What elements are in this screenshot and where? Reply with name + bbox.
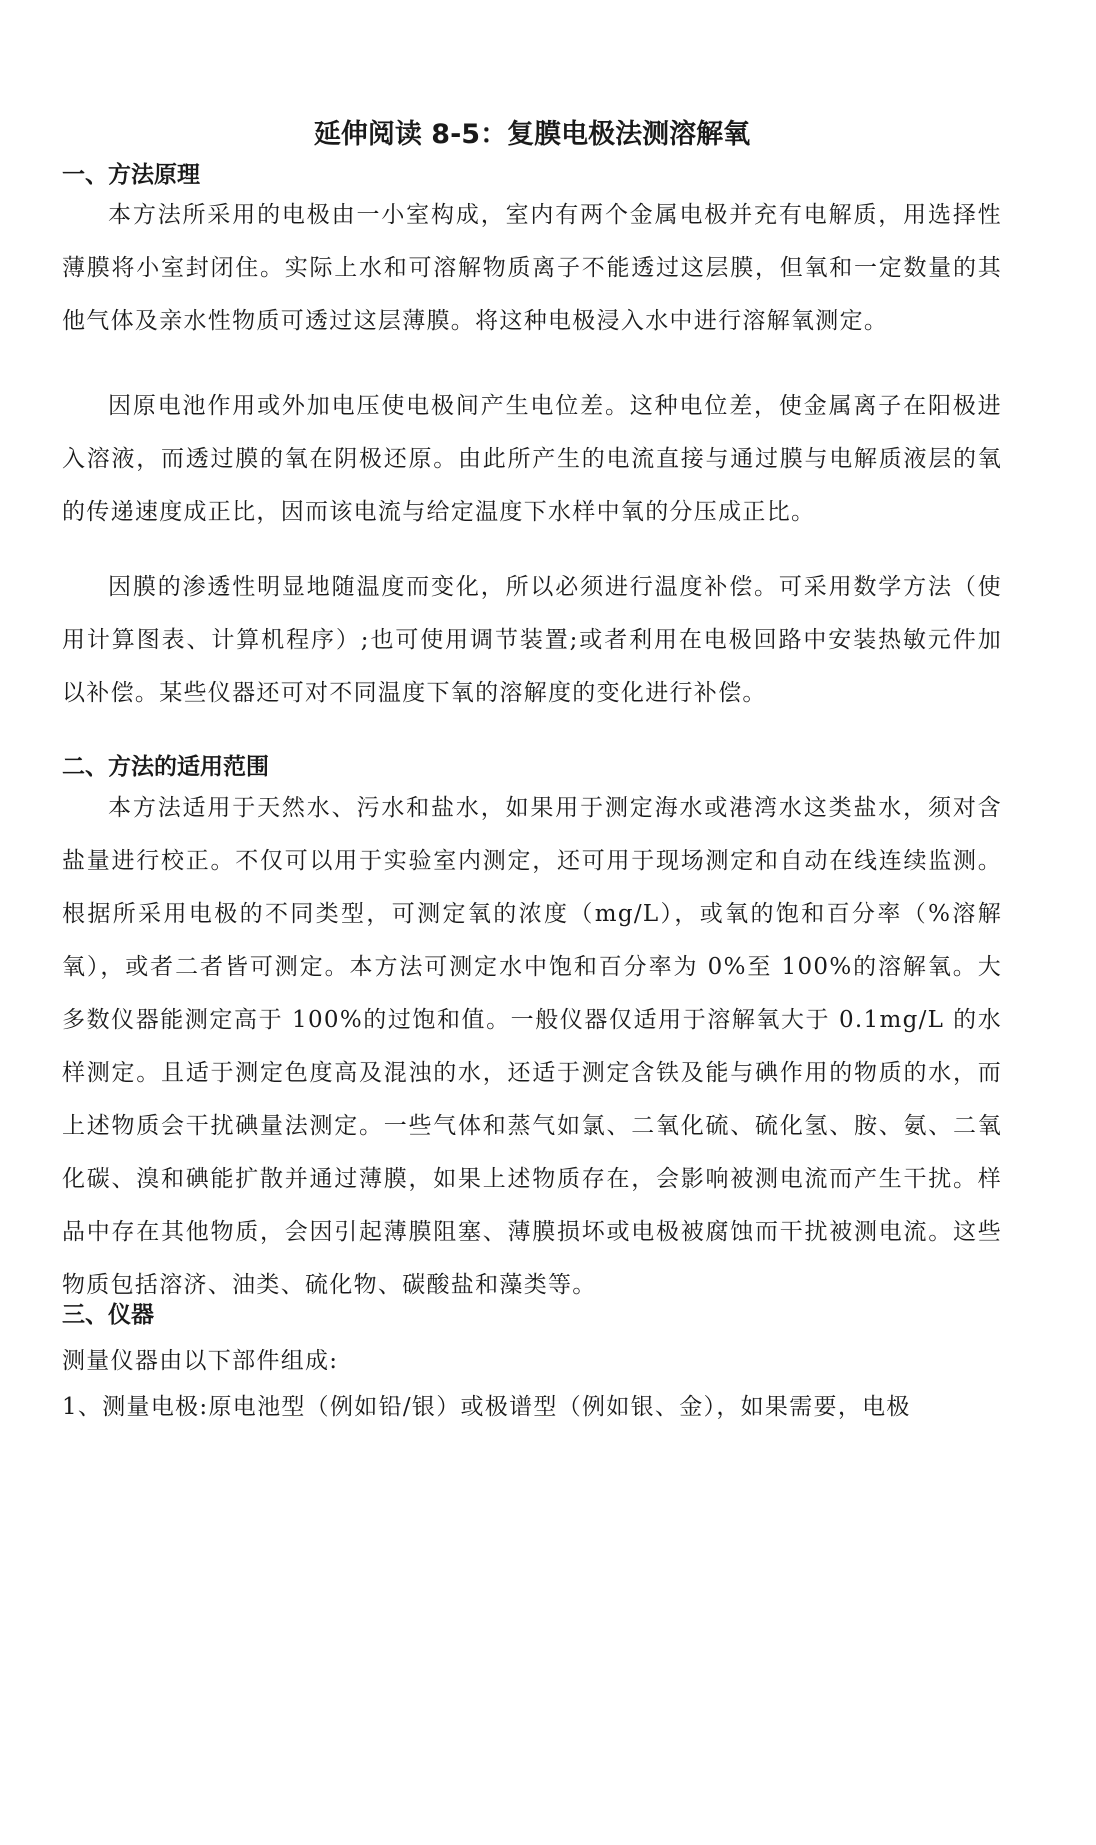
document-title: 延伸阅读 8-5：复膜电极法测溶解氧 <box>313 119 751 150</box>
document-page <box>62 0 1002 1845</box>
section-heading-scope: 二、方法的适用范围 <box>62 754 269 780</box>
section-heading-principle: 一、方法原理 <box>62 162 200 188</box>
instrument-intro: 测量仪器由以下部件组成: <box>62 1348 339 1374</box>
paragraph-principle-2: 因原电池作用或外加电压使电极间产生电位差。这种电位差，使金属离子在阳极进入溶液，而透过膜的氧在阴极还原。由此所产生的电流直接与通过膜与电解质液层的氧的传递速度成正比，因而该电流与给定温度下水样中氧的分压成正比。 <box>62 393 1002 525</box>
paragraph-scope-1: 本方法适用于天然水、污水和盐水，如果用于测定海水或港湾水这类盐水，须对含盐量进行校正。不仅可以用于实验室内测定，还可用于现场测定和自动在线连续监测。根据所采用电极的不同类型，可测定氧的浓度（mg/L），或氧的饱和百分率（%溶解氧），或者二者皆可测定。本方法可测定水中饱和百分率为 0%至 100%的溶解氧。大多数仪器能测定高于 100%的过饱和值。一般仪器仅适用于溶解氧大于 0.1mg/L 的水样测定。且适于测定色度高及混浊的水，还适于测定含铁及能与碘作用的物质的水，而上述物质会干扰碘量法测定。一些气体和蒸气如氯、二氧化硫、硫化氢、胺、氨、二氧化碳、溴和碘能扩散并通过薄膜，如果上述物质存在，会影响被测电流而产生干扰。样品中存在其他物质，会因引起薄膜阻塞、薄膜损坏或电极被腐蚀而干扰被测电流。这些物质包括溶济、油类、硫化物、碳酸盐和藻类等。 <box>62 795 1002 1298</box>
section-heading-instrument: 三、仪器 <box>62 1302 154 1328</box>
paragraph-principle-3: 因膜的渗透性明显地随温度而变化，所以必须进行温度补偿。可采用数学方法（使用计算图表、计算机程序）;也可使用调节装置;或者利用在电极回路中安装热敏元件加以补偿。某些仪器还可对不同温度下氧的溶解度的变化进行补偿。 <box>62 574 1002 706</box>
instrument-item-1: 1、测量电极:原电池型（例如铅/银）或极谱型（例如银、金），如果需要，电极 <box>62 1394 911 1420</box>
paragraph-principle-1: 本方法所采用的电极由一小室构成，室内有两个金属电极并充有电解质，用选择性薄膜将小室封闭住。实际上水和可溶解物质离子不能透过这层膜，但氧和一定数量的其他气体及亲水性物质可透过这层薄膜。将这种电极浸入水中进行溶解氧测定。 <box>62 202 1002 334</box>
